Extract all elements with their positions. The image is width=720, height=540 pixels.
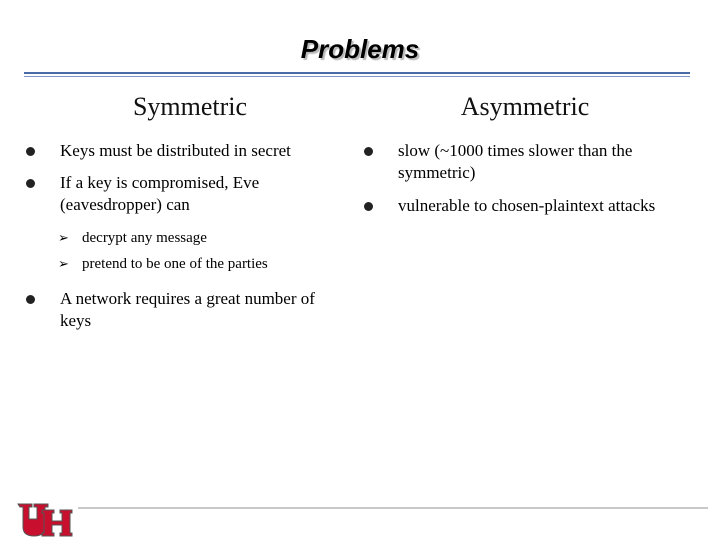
bullet-dot-icon [364, 202, 373, 211]
list-item-text: A network requires a great number of keys [60, 289, 315, 330]
asymmetric-list [362, 140, 692, 217]
symmetric-list [24, 140, 344, 332]
slide-title: Problems [300, 34, 420, 64]
bullet-dot-icon [26, 147, 35, 156]
list-item-text: slow (~1000 times slower than the symmetric) [398, 141, 633, 182]
list-item [24, 172, 344, 216]
list-item [24, 288, 344, 332]
list-item [362, 140, 692, 184]
sub-list-item [24, 228, 344, 248]
asymmetric-heading: Asymmetric [460, 92, 590, 121]
sub-item-text: pretend to be one of the parties [82, 256, 268, 272]
arrow-bullet-icon: ➢ [58, 256, 69, 271]
symmetric-heading: Symmetric [132, 92, 248, 121]
sub-item-text: decrypt any message [82, 230, 207, 246]
bullet-dot-icon [26, 295, 35, 304]
list-item-text: Keys must be distributed in secret [60, 141, 291, 160]
title-underline-thin [24, 76, 690, 77]
bullet-dot-icon [364, 147, 373, 156]
uh-logo-icon [16, 500, 74, 540]
footer-divider [78, 507, 708, 509]
title-underline [24, 72, 690, 74]
bullet-dot-icon [26, 179, 35, 188]
sub-list-item [24, 254, 344, 274]
arrow-bullet-icon: ➢ [58, 230, 69, 245]
list-item-text: vulnerable to chosen-plaintext attacks [398, 196, 656, 215]
list-item-text: If a key is compromised, Eve (eavesdropper) can [60, 173, 260, 214]
list-item [24, 140, 344, 162]
list-item [362, 195, 692, 217]
